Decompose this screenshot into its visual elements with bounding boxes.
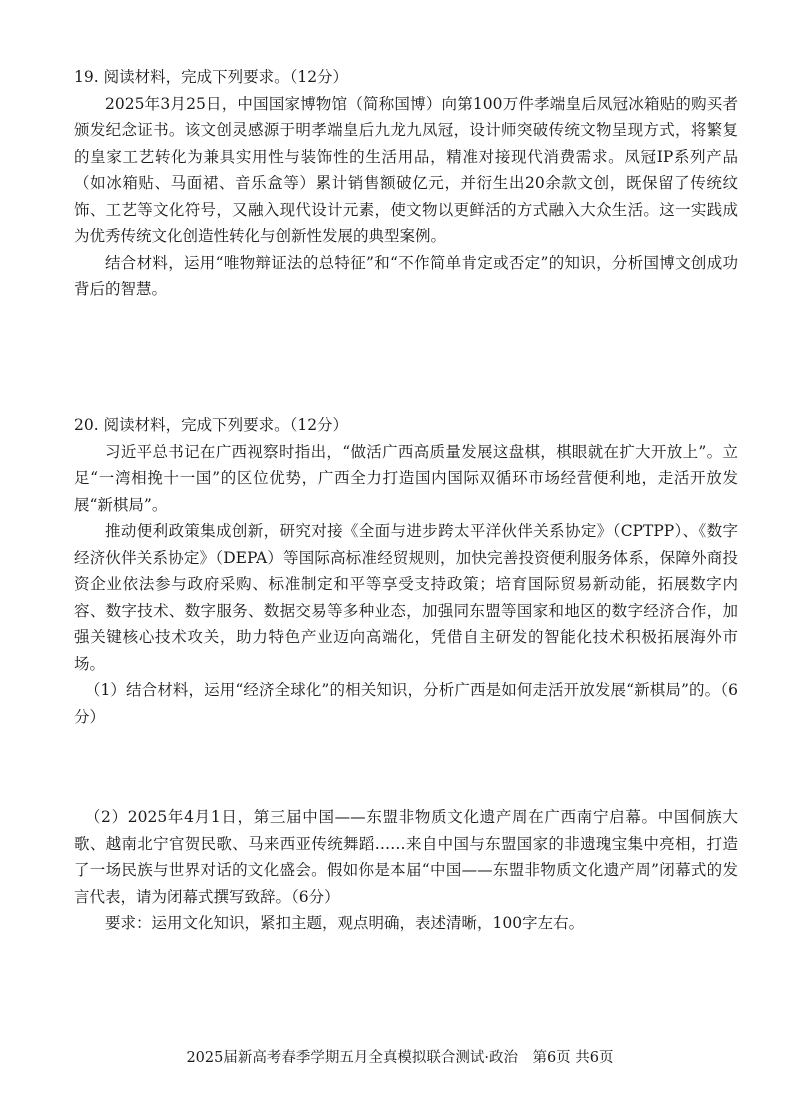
question-20-material-paragraph-1: 习近平总书记在广西视察时指出，“做活广西高质量发展这盘棋，棋眼就在扩大开放上”。立足“一湾相挽十一国”的区位优势，广西全力打造国内国际双循环市场经营便利地，走活开放发展“新棋局”。 <box>74 442 738 514</box>
page-footer: 2025届新高考春季学期五月全真模拟联合测试·政治 第6页 共6页 <box>186 1050 614 1066</box>
question-19 <box>74 64 738 303</box>
question-20-subquestion-1: （1）结合材料，运用“经济全球化”的相关知识，分析广西是如何走活开放发展“新棋局”的。（6分） <box>74 681 738 726</box>
question-20-heading: 20. 阅读材料，完成下列要求。（12分） <box>74 416 349 434</box>
question-20-part-2 <box>74 804 738 937</box>
question-20-subquestion-2: （2）2025年4月1日，第三届中国——东盟非物质文化遗产周在广西南宁启幕。中国侗族大歌、越南北宁官贺民歌、马来西亚传统舞蹈……来自中国与东盟国家的非遗瑰宝集中亮相，打造了一场民族与世界对话的文化盛会。假如你是本届“中国——东盟非物质文化遗产周”闭幕式的发言代表，请为闭幕式撰写致辞。（6分） <box>74 808 738 906</box>
question-19-heading: 19. 阅读材料，完成下列要求。（12分） <box>74 68 349 86</box>
question-20-material-paragraph-2: 推动便利政策集成创新，研究对接《全面与进步跨太平洋伙伴关系协定》（CPTPP）、《数字经济伙伴关系协定》（DEPA）等国际高标准经贸规则，加快完善投资便利服务体系，保障外商投资企业依法参与政府采购、标准制定和平等享受支持政策；培育国际贸易新动能，拓展数字内容、数字技术、数字服务、数据交易等多种业态，加强同东盟等国家和地区的数字经济合作，加强关键核心技术攻关，助力特色产业迈向高端化，凭借自主研发的智能化技术积极拓展海外市场。 <box>74 522 738 673</box>
question-20-requirement: 要求：运用文化知识，紧扣主题，观点明确，表述清晰，100字左右。 <box>105 914 585 932</box>
question-19-task: 结合材料，运用“唯物辩证法的总特征”和“不作简单肯定或否定”的知识，分析国博文创成功背后的智慧。 <box>74 253 738 298</box>
question-19-material: 2025年3月25日，中国国家博物馆（简称国博）向第100万件孝端皇后凤冠冰箱贴的购买者颁发纪念证书。该文创灵感源于明孝端皇后九龙九凤冠，设计师突破传统文物呈现方式，将繁复的皇家工艺转化为兼具实用性与装饰性的生活用品，精准对接现代消费需求。凤冠IP系列产品（如冰箱贴、马面裙、音乐盒等）累计销售额破亿元，并衍生出20余款文创，既保留了传统纹饰、工艺等文化符号，又融入现代设计元素，使文物以更鲜活的方式融入大众生活。这一实践成为优秀传统文化创造性转化与创新性发展的典型案例。 <box>74 94 738 245</box>
question-20 <box>74 412 738 730</box>
